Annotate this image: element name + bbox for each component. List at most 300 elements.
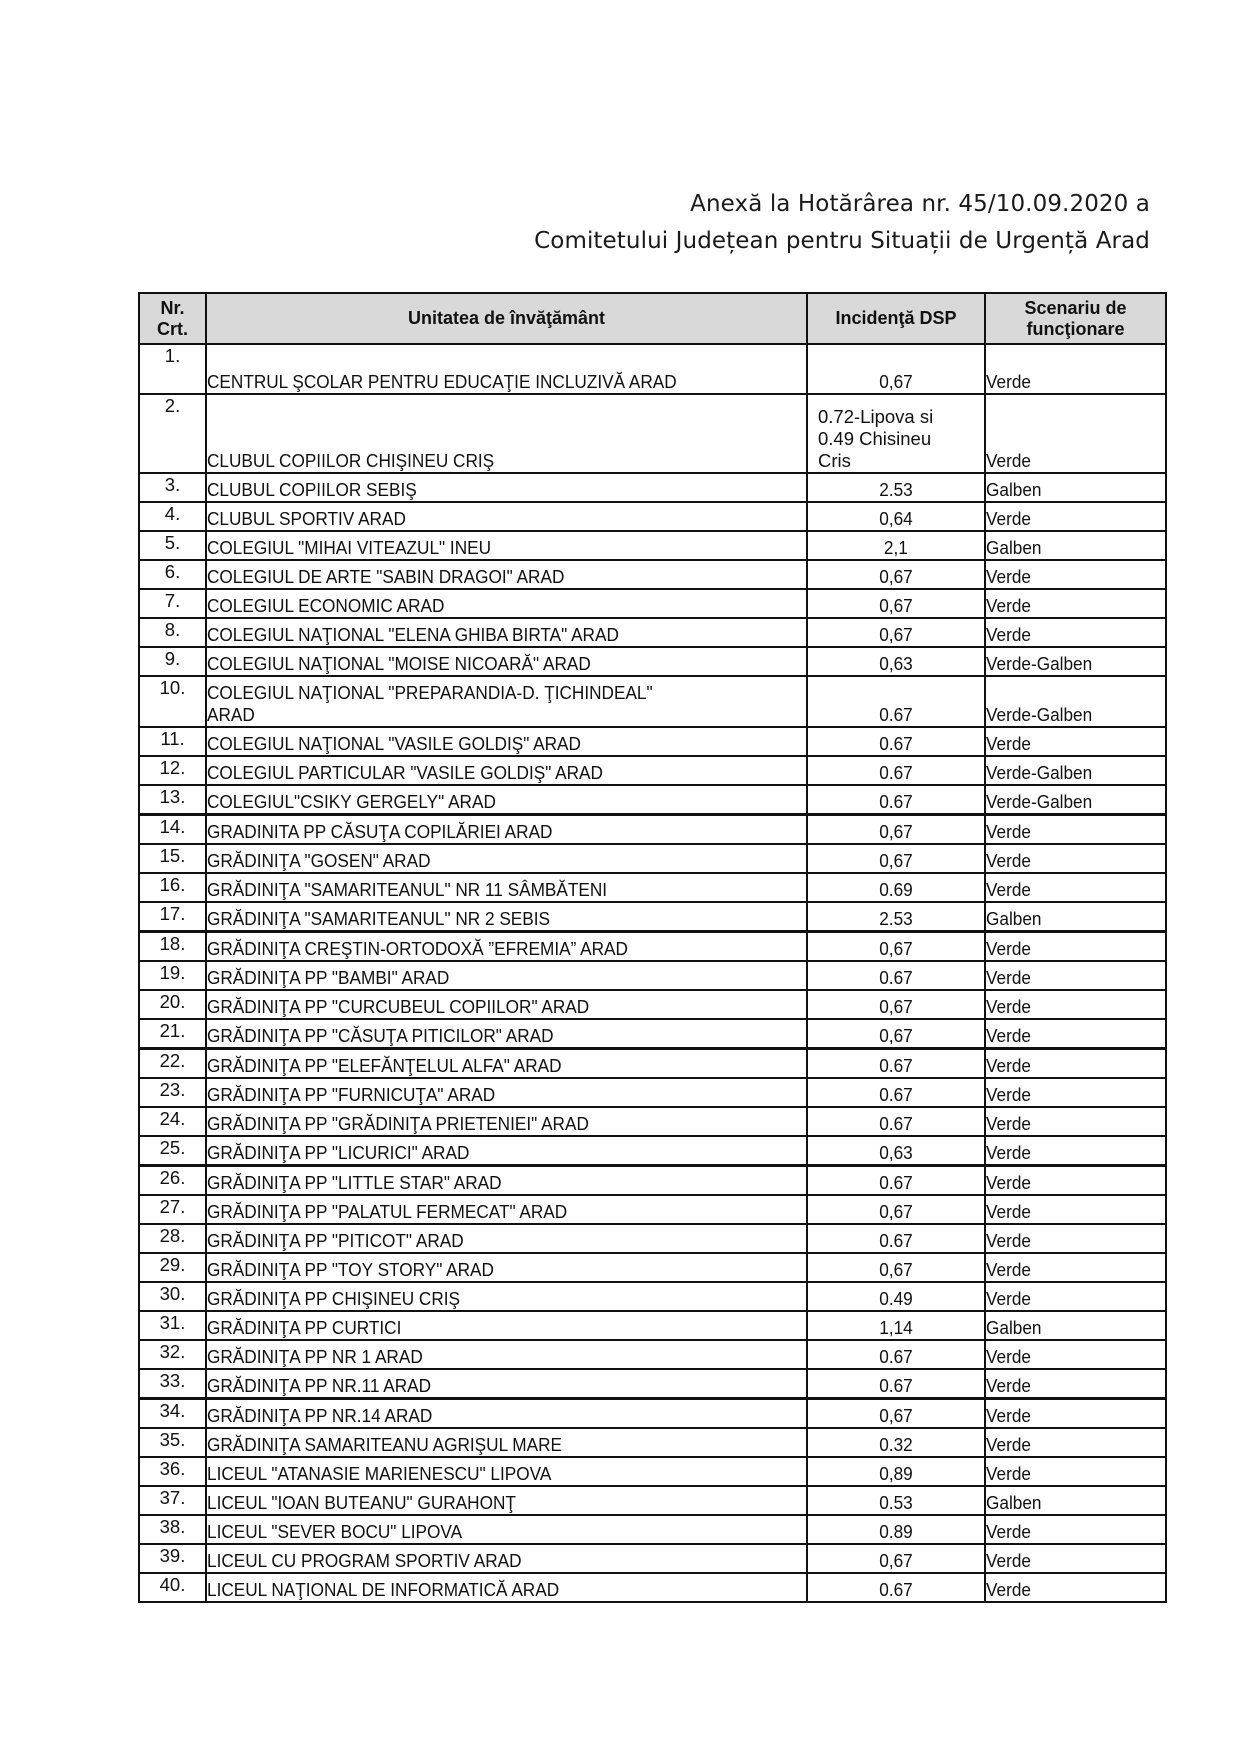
operating-scenario	[985, 502, 1166, 531]
operating-scenario-value: Verde	[986, 938, 1031, 959]
dsp-incidence-value: 0.67	[879, 791, 913, 812]
school-name	[206, 1019, 807, 1049]
table-row	[139, 815, 1166, 845]
school-name	[206, 1049, 807, 1079]
operating-scenario-value: Galben	[986, 908, 1042, 929]
dsp-incidence	[807, 1311, 985, 1340]
table-row	[139, 1253, 1166, 1282]
school-name	[206, 873, 807, 902]
school-name-text: GRĂDINIŢA "GOSEN" ARAD	[207, 850, 431, 871]
header-scenario	[985, 293, 1166, 344]
row-number: 19.	[139, 961, 206, 990]
row-number: 40.	[139, 1573, 206, 1602]
school-name	[206, 961, 807, 990]
dsp-incidence	[807, 560, 985, 589]
table-row	[139, 1049, 1166, 1079]
school-name-text: GRĂDINIŢA PP "TOY STORY" ARAD	[207, 1259, 494, 1280]
operating-scenario	[985, 1195, 1166, 1224]
dsp-incidence-value: 0.67	[879, 1055, 913, 1076]
dsp-incidence-value: 0,67	[879, 996, 913, 1017]
table-body	[139, 344, 1166, 1602]
school-name	[206, 1136, 807, 1166]
row-number: 39.	[139, 1544, 206, 1573]
dsp-incidence-value: 0.67	[879, 704, 913, 725]
row-number: 4.	[139, 502, 206, 531]
table-row	[139, 618, 1166, 647]
dsp-incidence	[807, 902, 985, 932]
school-name	[206, 394, 807, 473]
operating-scenario	[985, 1019, 1166, 1049]
dsp-incidence-value: 0.53	[879, 1492, 913, 1513]
operating-scenario-value: Verde	[986, 1142, 1031, 1163]
row-number: 27.	[139, 1195, 206, 1224]
dsp-incidence	[807, 815, 985, 845]
operating-scenario	[985, 531, 1166, 560]
operating-scenario	[985, 756, 1166, 785]
school-name-text: GRĂDINIŢA PP NR 1 ARAD	[207, 1346, 423, 1367]
table-row	[139, 902, 1166, 932]
table-row	[139, 1428, 1166, 1457]
row-number: 12.	[139, 756, 206, 785]
school-name-text: COLEGIUL NAŢIONAL "ELENA GHIBA BIRTA" ARAD	[207, 624, 619, 645]
row-number: 8.	[139, 618, 206, 647]
school-name-text: GRĂDINIŢA PP "PITICOT" ARAD	[207, 1230, 464, 1251]
operating-scenario-value: Verde-Galben	[986, 762, 1093, 783]
row-number: 24.	[139, 1107, 206, 1136]
table-row	[139, 1195, 1166, 1224]
dsp-incidence-value: 0.67	[879, 762, 913, 783]
operating-scenario	[985, 1515, 1166, 1544]
table-row	[139, 1369, 1166, 1399]
dsp-incidence-value: 0.67	[879, 1113, 913, 1134]
school-name	[206, 1107, 807, 1136]
row-number: 23.	[139, 1078, 206, 1107]
operating-scenario-value: Verde	[986, 1084, 1031, 1105]
dsp-incidence-line: 0.49 Chisineu	[818, 428, 932, 449]
dsp-incidence-value: 0.89	[879, 1521, 913, 1542]
row-number: 35.	[139, 1428, 206, 1457]
school-name	[206, 647, 807, 676]
annex-title-line-2: Comitetului Județean pentru Situații de Urgență Arad	[534, 228, 1150, 254]
dsp-incidence-value: 1,14	[879, 1317, 913, 1338]
table-row	[139, 647, 1166, 676]
dsp-incidence-value: 0,67	[879, 624, 913, 645]
header-incidence: Incidenţă DSP	[807, 293, 985, 344]
school-name	[206, 1457, 807, 1486]
row-number: 22.	[139, 1049, 206, 1079]
operating-scenario	[985, 873, 1166, 902]
dsp-incidence	[807, 676, 985, 727]
operating-scenario-value: Verde	[986, 1172, 1031, 1193]
row-number: 28.	[139, 1224, 206, 1253]
row-number: 9.	[139, 647, 206, 676]
row-number: 15.	[139, 844, 206, 873]
operating-scenario-value: Verde	[986, 595, 1031, 616]
operating-scenario-value: Verde	[986, 1230, 1031, 1251]
operating-scenario	[985, 560, 1166, 589]
row-number: 14.	[139, 815, 206, 845]
school-name-text: GRĂDINIŢA SAMARITEANU AGRIŞUL MARE	[207, 1434, 562, 1455]
school-name-text: GRADINITA PP CĂSUŢA COPILĂRIEI ARAD	[207, 821, 553, 842]
operating-scenario-value: Verde	[986, 879, 1031, 900]
table-row	[139, 1078, 1166, 1107]
operating-scenario	[985, 1282, 1166, 1311]
school-name-text: LICEUL "IOAN BUTEANU" GURAHONŢ	[207, 1492, 516, 1513]
operating-scenario-value: Verde	[986, 1405, 1031, 1426]
table-row	[139, 844, 1166, 873]
header-unit: Unitatea de învăţământ	[206, 293, 807, 344]
dsp-incidence	[807, 990, 985, 1019]
row-number: 10.	[139, 676, 206, 727]
school-name-text: COLEGIUL NAŢIONAL "VASILE GOLDIŞ" ARAD	[207, 733, 581, 754]
operating-scenario	[985, 676, 1166, 727]
operating-scenario-value: Verde	[986, 996, 1031, 1017]
dsp-incidence-value: 0,67	[879, 1201, 913, 1222]
row-number: 34.	[139, 1399, 206, 1429]
table-row	[139, 1573, 1166, 1602]
school-name-text: GRĂDINIŢA PP CURTICI	[207, 1317, 402, 1338]
table-row	[139, 344, 1166, 394]
operating-scenario	[985, 647, 1166, 676]
table-row	[139, 1544, 1166, 1573]
school-name-text: CLUBUL COPIILOR SEBIŞ	[207, 479, 417, 500]
school-name-text: GRĂDINIŢA PP "ELEFĂNŢELUL ALFA" ARAD	[207, 1055, 562, 1076]
dsp-incidence	[807, 785, 985, 815]
table-row	[139, 1399, 1166, 1429]
school-name-text: COLEGIUL "MIHAI VITEAZUL" INEU	[207, 537, 492, 558]
operating-scenario	[985, 844, 1166, 873]
row-number: 32.	[139, 1340, 206, 1369]
dsp-incidence	[807, 1166, 985, 1196]
dsp-incidence	[807, 1457, 985, 1486]
row-number: 26.	[139, 1166, 206, 1196]
dsp-incidence	[807, 1515, 985, 1544]
operating-scenario-value: Verde	[986, 508, 1031, 529]
table-row	[139, 560, 1166, 589]
operating-scenario	[985, 961, 1166, 990]
dsp-incidence	[807, 502, 985, 531]
operating-scenario-value: Galben	[986, 479, 1042, 500]
operating-scenario	[985, 902, 1166, 932]
row-number: 38.	[139, 1515, 206, 1544]
school-name	[206, 676, 807, 727]
operating-scenario-value: Galben	[986, 537, 1042, 558]
dsp-incidence-value: 0.67	[879, 1084, 913, 1105]
operating-scenario	[985, 932, 1166, 962]
school-name	[206, 1166, 807, 1196]
table-row	[139, 1019, 1166, 1049]
school-name	[206, 1078, 807, 1107]
dsp-incidence-value: 2.53	[879, 908, 913, 929]
school-name	[206, 785, 807, 815]
operating-scenario	[985, 785, 1166, 815]
school-name-text: CENTRUL ŞCOLAR PENTRU EDUCAŢIE INCLUZIVĂ ARAD	[207, 371, 677, 392]
row-number: 3.	[139, 473, 206, 502]
dsp-incidence	[807, 1049, 985, 1079]
operating-scenario	[985, 589, 1166, 618]
operating-scenario-value: Verde	[986, 450, 1031, 471]
dsp-incidence	[807, 647, 985, 676]
school-name-text: LICEUL CU PROGRAM SPORTIV ARAD	[207, 1550, 522, 1571]
dsp-incidence-value: 0.67	[879, 1172, 913, 1193]
table-row	[139, 873, 1166, 902]
dsp-incidence	[807, 589, 985, 618]
operating-scenario	[985, 1224, 1166, 1253]
dsp-incidence-value: 0.67	[879, 967, 913, 988]
school-name	[206, 1399, 807, 1429]
dsp-incidence-value: 0,67	[879, 1405, 913, 1426]
row-number: 11.	[139, 727, 206, 756]
row-number: 13.	[139, 785, 206, 815]
dsp-incidence-value: 0.49	[879, 1288, 913, 1309]
table-row	[139, 676, 1166, 727]
dsp-incidence	[807, 932, 985, 962]
row-number: 29.	[139, 1253, 206, 1282]
dsp-incidence	[807, 1224, 985, 1253]
operating-scenario	[985, 394, 1166, 473]
school-name	[206, 990, 807, 1019]
school-name	[206, 1253, 807, 1282]
operating-scenario-value: Verde-Galben	[986, 653, 1093, 674]
dsp-incidence-value: 0,63	[879, 653, 913, 674]
header-nr-line1: Nr.	[160, 297, 185, 318]
dsp-incidence-value: 0,67	[879, 1259, 913, 1280]
school-name	[206, 756, 807, 785]
operating-scenario	[985, 1573, 1166, 1602]
operating-scenario	[985, 618, 1166, 647]
table-row	[139, 1166, 1166, 1196]
dsp-incidence-value: 0,89	[879, 1463, 913, 1484]
dsp-incidence-line: 0.72-Lipova si	[818, 406, 934, 427]
operating-scenario-value: Verde	[986, 1550, 1031, 1571]
school-name	[206, 1369, 807, 1399]
table-row	[139, 785, 1166, 815]
school-name	[206, 727, 807, 756]
dsp-incidence	[807, 1136, 985, 1166]
operating-scenario	[985, 1486, 1166, 1515]
dsp-incidence	[807, 873, 985, 902]
school-name	[206, 815, 807, 845]
operating-scenario	[985, 1049, 1166, 1079]
operating-scenario-value: Verde	[986, 1521, 1031, 1542]
operating-scenario	[985, 1544, 1166, 1573]
school-name	[206, 1573, 807, 1602]
schools-table	[138, 292, 1167, 1603]
school-name-text: GRĂDINIŢA PP "CURCUBEUL COPIILOR" ARAD	[207, 996, 590, 1017]
operating-scenario	[985, 1136, 1166, 1166]
table-row	[139, 473, 1166, 502]
school-name-text: LICEUL "ATANASIE MARIENESCU" LIPOVA	[207, 1463, 552, 1484]
dsp-incidence-value: 0,67	[879, 1550, 913, 1571]
operating-scenario-value: Verde	[986, 850, 1031, 871]
school-name	[206, 344, 807, 394]
school-name	[206, 1486, 807, 1515]
table-row	[139, 1515, 1166, 1544]
dsp-incidence	[807, 1195, 985, 1224]
row-number: 2.	[139, 394, 206, 473]
operating-scenario-value: Verde	[986, 1463, 1031, 1484]
dsp-incidence	[807, 1282, 985, 1311]
table-row	[139, 961, 1166, 990]
table-row	[139, 1457, 1166, 1486]
table-row	[139, 1311, 1166, 1340]
school-name-text: COLEGIUL ECONOMIC ARAD	[207, 595, 445, 616]
school-name	[206, 1340, 807, 1369]
operating-scenario	[985, 1340, 1166, 1369]
dsp-incidence-value: 0,64	[879, 508, 913, 529]
annex-title-line-1: Anexă la Hotărârea nr. 45/10.09.2020 a	[690, 191, 1150, 217]
school-name-text: GRĂDINIŢA PP "PALATUL FERMECAT" ARAD	[207, 1201, 568, 1222]
school-name-text: CLUBUL SPORTIV ARAD	[207, 508, 406, 529]
operating-scenario	[985, 1311, 1166, 1340]
operating-scenario-value: Verde	[986, 1375, 1031, 1396]
operating-scenario-value: Verde	[986, 1113, 1031, 1134]
dsp-incidence	[807, 756, 985, 785]
school-name	[206, 1282, 807, 1311]
dsp-incidence	[807, 531, 985, 560]
dsp-incidence-value: 0.67	[879, 1579, 913, 1600]
school-name-text: GRĂDINIŢA PP "GRĂDINIŢA PRIETENIEI" ARAD	[207, 1113, 589, 1134]
school-name-text: COLEGIUL PARTICULAR "VASILE GOLDIŞ" ARAD	[207, 762, 603, 783]
school-name	[206, 502, 807, 531]
dsp-incidence	[807, 844, 985, 873]
dsp-incidence-value: 0,63	[879, 1142, 913, 1163]
operating-scenario-value: Verde	[986, 821, 1031, 842]
dsp-incidence-value: 0,67	[879, 566, 913, 587]
row-number: 21.	[139, 1019, 206, 1049]
row-number: 20.	[139, 990, 206, 1019]
school-name-text: COLEGIUL NAŢIONAL "MOISE NICOARĂ" ARAD	[207, 653, 591, 674]
operating-scenario-value: Verde-Galben	[986, 791, 1093, 812]
row-number: 5.	[139, 531, 206, 560]
school-name	[206, 932, 807, 962]
school-name-text: GRĂDINIŢA PP "CĂSUŢA PITICILOR" ARAD	[207, 1025, 554, 1046]
table-row	[139, 394, 1166, 473]
dsp-incidence	[807, 1544, 985, 1573]
operating-scenario-value: Verde	[986, 1025, 1031, 1046]
dsp-incidence	[807, 618, 985, 647]
school-name-text: CLUBUL COPIILOR CHIŞINEU CRIŞ	[207, 450, 495, 471]
table-row	[139, 990, 1166, 1019]
school-name-text: GRĂDINIŢA "SAMARITEANUL" NR 2 SEBIS	[207, 908, 551, 929]
school-name	[206, 1544, 807, 1573]
dsp-incidence-value: 0,67	[879, 595, 913, 616]
school-name	[206, 618, 807, 647]
school-name	[206, 1428, 807, 1457]
school-name-text: GRĂDINIŢA PP "FURNICUŢA" ARAD	[207, 1084, 496, 1105]
dsp-incidence-value: 2,1	[884, 537, 908, 558]
school-name-text: GRĂDINIŢA PP "BAMBI" ARAD	[207, 967, 450, 988]
operating-scenario	[985, 1457, 1166, 1486]
dsp-incidence	[807, 1369, 985, 1399]
operating-scenario	[985, 1399, 1166, 1429]
school-name	[206, 1515, 807, 1544]
dsp-incidence	[807, 394, 985, 473]
school-name-text: GRĂDINIŢA "SAMARITEANUL" NR 11 SÂMBĂTENI	[207, 879, 608, 900]
operating-scenario-value: Verde	[986, 1055, 1031, 1076]
school-name-text: GRĂDINIŢA PP CHIŞINEU CRIŞ	[207, 1288, 461, 1309]
school-name-text: GRĂDINIŢA PP "LITTLE STAR" ARAD	[207, 1172, 502, 1193]
operating-scenario-value: Verde	[986, 1259, 1031, 1280]
dsp-incidence-value: 0.67	[879, 1230, 913, 1251]
operating-scenario-value: Verde	[986, 967, 1031, 988]
header-nr-line2: Crt.	[157, 318, 188, 339]
header-scenario-line2: funcţionare	[1026, 318, 1125, 339]
school-name	[206, 1195, 807, 1224]
school-name-text: GRĂDINIŢA PP "LICURICI" ARAD	[207, 1142, 470, 1163]
table-row	[139, 1107, 1166, 1136]
school-name-text: COLEGIUL"CSIKY GERGELY" ARAD	[207, 791, 496, 812]
row-number: 17.	[139, 902, 206, 932]
school-name-text: GRĂDINIŢA PP NR.11 ARAD	[207, 1375, 432, 1396]
operating-scenario-value: Verde	[986, 1346, 1031, 1367]
table-row	[139, 1282, 1166, 1311]
row-number: 31.	[139, 1311, 206, 1340]
dsp-incidence	[807, 1573, 985, 1602]
dsp-incidence	[807, 1486, 985, 1515]
dsp-incidence	[807, 727, 985, 756]
dsp-incidence-value: 0,67	[879, 938, 913, 959]
school-name	[206, 473, 807, 502]
dsp-incidence-line: Cris	[818, 450, 851, 471]
table-row	[139, 756, 1166, 785]
row-number: 37.	[139, 1486, 206, 1515]
operating-scenario	[985, 1369, 1166, 1399]
row-number: 16.	[139, 873, 206, 902]
school-name	[206, 844, 807, 873]
operating-scenario-value: Verde	[986, 733, 1031, 754]
row-number: 6.	[139, 560, 206, 589]
table-row	[139, 1136, 1166, 1166]
table-row	[139, 727, 1166, 756]
school-name	[206, 589, 807, 618]
dsp-incidence-value: 0.67	[879, 1346, 913, 1367]
school-name-text: GRĂDINIŢA CREŞTIN-ORTODOXĂ ”EFREMIA” ARAD	[207, 938, 628, 959]
operating-scenario-value: Verde-Galben	[986, 704, 1093, 725]
table-row	[139, 589, 1166, 618]
operating-scenario-value: Verde	[986, 1434, 1031, 1455]
dsp-incidence-value: 0,67	[879, 1025, 913, 1046]
dsp-incidence	[807, 961, 985, 990]
row-number: 30.	[139, 1282, 206, 1311]
operating-scenario-value: Verde	[986, 371, 1031, 392]
operating-scenario	[985, 1107, 1166, 1136]
row-number: 36.	[139, 1457, 206, 1486]
school-name-line: ARAD	[207, 704, 255, 725]
operating-scenario-value: Verde	[986, 1201, 1031, 1222]
row-number: 1.	[139, 344, 206, 394]
operating-scenario-value: Verde	[986, 566, 1031, 587]
school-name-line: COLEGIUL NAŢIONAL "PREPARANDIA-D. ŢICHINDEAL"	[207, 682, 653, 703]
operating-scenario-value: Verde	[986, 1579, 1031, 1600]
dsp-incidence	[807, 1428, 985, 1457]
table-row	[139, 932, 1166, 962]
operating-scenario	[985, 1078, 1166, 1107]
operating-scenario-value: Verde	[986, 624, 1031, 645]
row-number: 18.	[139, 932, 206, 962]
dsp-incidence-value: 0,67	[879, 371, 913, 392]
dsp-incidence-value: 2.53	[879, 479, 913, 500]
dsp-incidence-value: 0,67	[879, 821, 913, 842]
table-row	[139, 1340, 1166, 1369]
dsp-incidence	[807, 1340, 985, 1369]
table-header-row	[139, 293, 1166, 344]
dsp-incidence	[807, 1019, 985, 1049]
school-name-text: LICEUL "SEVER BOCU" LIPOVA	[207, 1521, 463, 1542]
school-name-text: GRĂDINIŢA PP NR.14 ARAD	[207, 1405, 433, 1426]
dsp-incidence-value: 0.67	[879, 733, 913, 754]
table-row	[139, 531, 1166, 560]
